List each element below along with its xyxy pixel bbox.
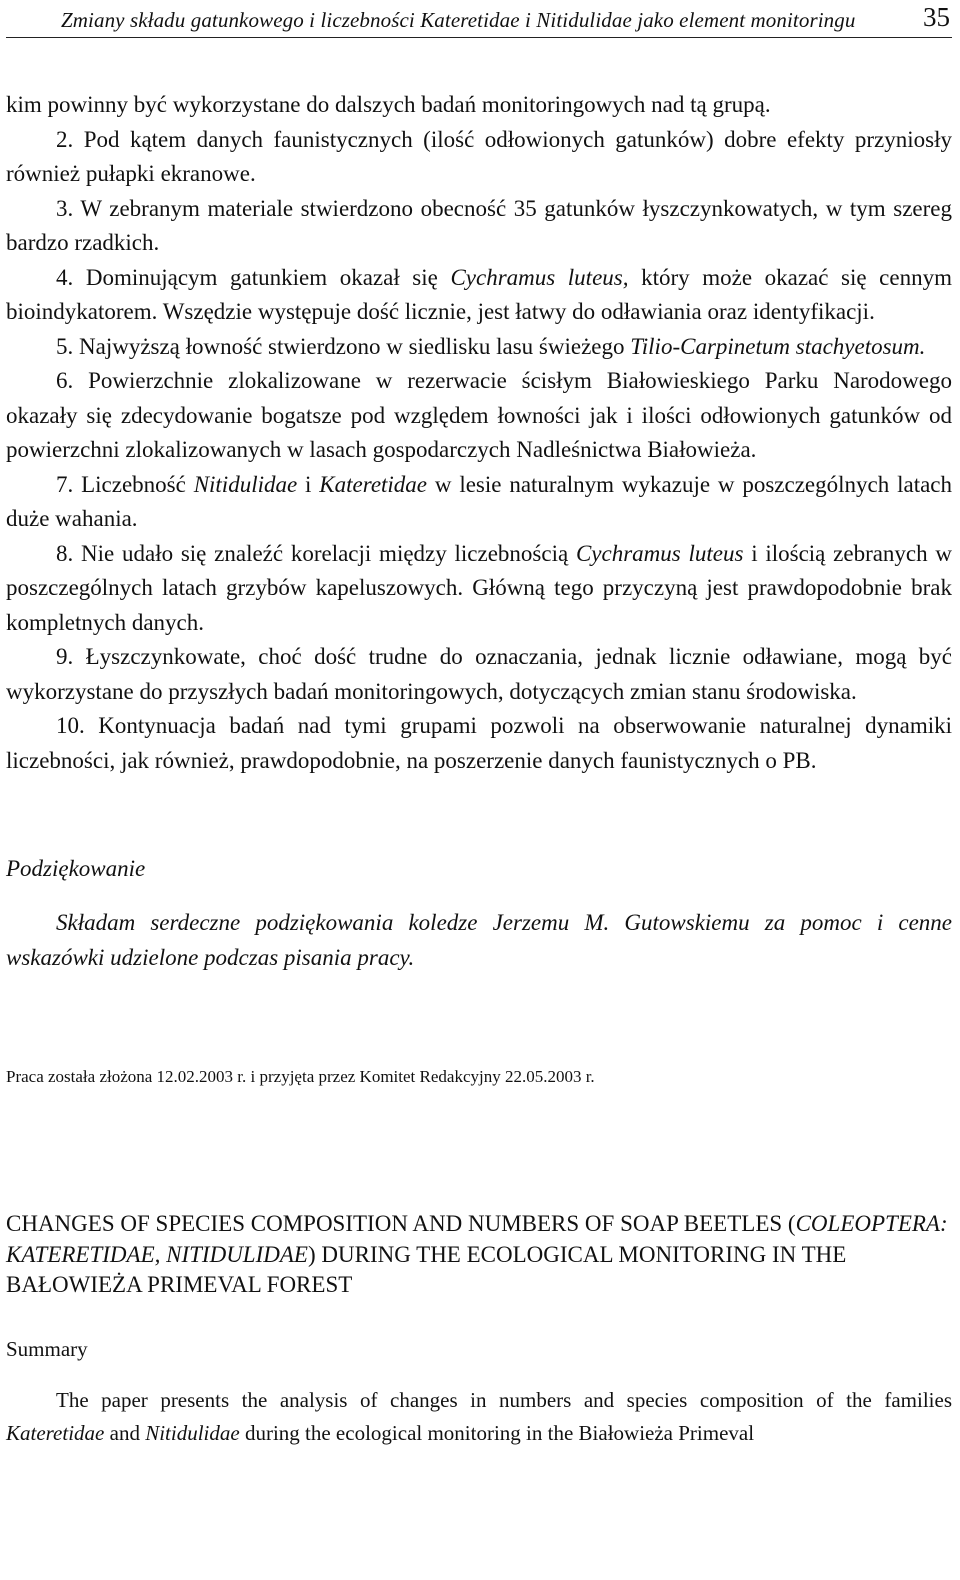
summary-family-1: Kateretidae [6, 1420, 105, 1445]
p7-text-c: w lesie naturalnym wykazuje w poszczególnych latach duże wahania. [6, 471, 953, 531]
paragraph-7 [6, 468, 952, 537]
running-header [6, 0, 952, 38]
summary-text [6, 1384, 952, 1450]
paragraph-3: 3. W zebranym materiale stwierdzono obecność 35 gatunków łyszczynkowatych, w tym szereg bardzo rzadkich. [6, 195, 952, 255]
p4-text-a: 4. Dominującym gatunkiem okazał się [56, 264, 451, 290]
paragraph-9: 9. Łyszczynkowate, choć dość trudne do oznaczania, jednak licznie odławiane, mogą być wykorzystane do przyszłych badań monitoringowych, dotyczących zmian stanu środowiska. [6, 644, 952, 704]
p8-text-b: i ilością zebranych w poszczególnych latach grzybów kapeluszowych. Główną tego przyczyną jest prawdopodobnie brak kompletnych danych. [6, 540, 953, 635]
p8-text-a: 8. Nie udało się znaleźć korelacji między liczebnością [56, 540, 576, 566]
acknowledgement-text: Składam serdeczne podziękowania koledze Jerzemu M. Gutowskiemu za pomoc i cenne wskazówki udzielone podczas pisania pracy. [6, 910, 952, 970]
summary-text-a: The paper presents the analysis of changes in numbers and species composition of the families [56, 1387, 952, 1412]
p4-text-b: który może okazać się cennym bioindykatorem. Wszędzie występuje dość licznie, jest łatwy do odławiania oraz identyfikacji. [6, 264, 952, 324]
p7-family-2: Kateretidae [319, 471, 428, 497]
paragraph-6: 6. Powierzchnie zlokalizowane w rezerwacie ścisłym Białowieskiego Parku Narodowego okazały się zdecydowanie bogatsze pod względem łowności jak i ilości odłowionych gatunków od powierzchni zlokalizowanych w lasach gospodarczych Nadleśnictwa Białowieża. [6, 368, 952, 462]
page-number: 35 [923, 2, 950, 32]
summary-text-b: and [104, 1420, 146, 1445]
p5-text-a: 5. Najwyższą łowność stwierdzono w siedlisku lasu świeżego [56, 333, 631, 359]
page [6, 0, 952, 1450]
english-title-taxa: COLEOPTERA: KATERETIDAE, NITIDULIDAE [6, 1211, 948, 1267]
conclusions-text [6, 88, 952, 778]
paragraph-4 [6, 261, 952, 330]
p5-habitat: Tilio-Carpinetum stachyetosum. [630, 333, 926, 359]
paragraph-10: 10. Kontynuacja badań nad tymi grupami pozwoli na obserwowanie naturalnej dynamiki liczebności, jak również, prawdopodobnie, na poszerzenie danych faunistycznych o PB. [6, 713, 952, 773]
p7-family-1: Nitidulidae [193, 471, 298, 497]
p7-text-a: 7. Liczebność [56, 471, 194, 497]
paragraph-1: kim powinny być wykorzystane do dalszych badań monitoringowych nad tą grupą. [6, 92, 771, 117]
english-title-a: CHANGES OF SPECIES COMPOSITION AND NUMBERS OF SOAP BEETLES ( [6, 1211, 796, 1236]
english-title [6, 1209, 952, 1301]
received-note: Praca została złożona 12.02.2003 r. i przyjęta przez Komitet Redakcyjny 22.05.2003 r. [6, 1067, 595, 1086]
paragraph-2: 2. Pod kątem danych faunistycznych (ilość odłowionych gatunków) dobre efekty przyniosły również pułapki ekranowe. [6, 126, 952, 186]
summary-text-c: during the ecological monitoring in the Białowieża Primeval [239, 1420, 755, 1445]
paragraph-8 [6, 537, 952, 641]
summary-heading: Summary [6, 1336, 88, 1361]
p8-species: Cychramus luteus [575, 540, 744, 566]
p7-text-b: i [297, 471, 320, 497]
p4-species: Cychramus luteus, [450, 264, 629, 290]
summary-family-2: Nitidulidae [145, 1420, 240, 1445]
paragraph-5 [6, 330, 952, 365]
running-title: Zmiany składu gatunkowego i liczebności Kateretidae i Nitidulidae jako element monitoringu [61, 8, 856, 32]
acknowledgement-heading: Podziękowanie [6, 856, 146, 881]
english-title-b: ) DURING THE ECOLOGICAL MONITORING IN THE BAŁOWIEŻA PRIMEVAL FOREST [6, 1241, 847, 1297]
